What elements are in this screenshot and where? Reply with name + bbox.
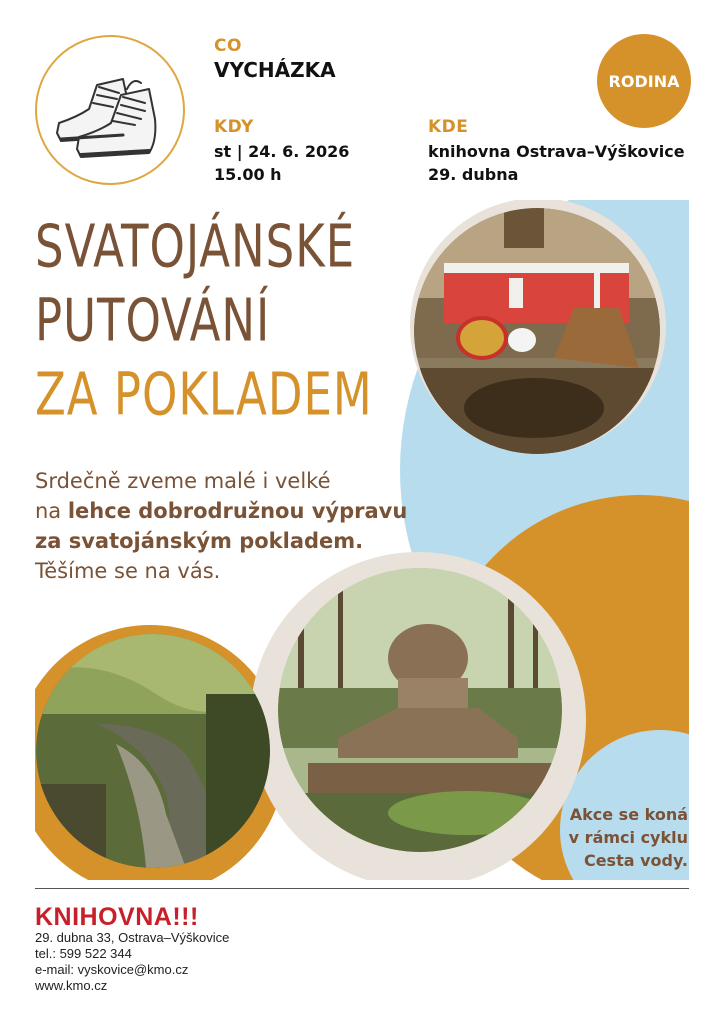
intro-line-3 bbox=[35, 526, 465, 556]
photo-wooden-troll bbox=[278, 568, 562, 852]
co-value: VYCHÁZKA bbox=[214, 58, 336, 82]
co-label: CO bbox=[214, 36, 242, 56]
footer-contact bbox=[35, 930, 229, 994]
kdy-label: KDY bbox=[214, 117, 254, 137]
title-line-2: PUTOVÁNÍ bbox=[35, 286, 271, 355]
hiking-boots-icon bbox=[37, 37, 183, 183]
photo-treasure-chest bbox=[414, 208, 660, 454]
kde-place: knihovna Ostrava–Výškovice bbox=[428, 142, 685, 161]
kde-street: 29. dubna bbox=[428, 165, 519, 184]
title-line-1: SVATOJÁNSKÉ bbox=[35, 212, 356, 281]
category-badge: RODINA bbox=[597, 34, 691, 128]
cycle-note-line-3: Cesta vody. bbox=[583, 851, 688, 870]
intro-line-1: Srdečně zveme malé i velké bbox=[35, 469, 331, 493]
kde-label: KDE bbox=[428, 117, 469, 137]
cycle-note bbox=[540, 803, 688, 872]
footer-divider bbox=[35, 888, 689, 889]
cycle-note-line-2: v rámci cyklu bbox=[568, 828, 688, 847]
intro-line-2-bold: lehce dobrodružnou výpravu bbox=[67, 499, 408, 523]
photo-stream bbox=[36, 634, 270, 868]
cycle-note-line-1: Akce se koná bbox=[569, 805, 688, 824]
footer-address: 29. dubna 33, Ostrava–Výškovice bbox=[35, 930, 230, 945]
intro-line-2 bbox=[35, 496, 465, 526]
intro-text bbox=[35, 466, 465, 586]
intro-line-2-prefix: na bbox=[35, 499, 68, 523]
footer-web[interactable]: www.kmo.cz bbox=[35, 978, 108, 993]
boots-icon-circle bbox=[35, 35, 185, 185]
intro-line-4: Těšíme se na vás. bbox=[35, 559, 221, 583]
footer-phone: tel.: 599 522 344 bbox=[35, 946, 132, 961]
kdy-date: st | 24. 6. 2026 bbox=[214, 142, 350, 161]
footer-email[interactable]: e-mail: vyskovice@kmo.cz bbox=[35, 962, 189, 977]
kdy-time: 15.00 h bbox=[214, 165, 282, 184]
intro-line-3-bold: za svatojánským pokladem. bbox=[35, 529, 364, 553]
title-line-3: ZA POKLADEM bbox=[35, 360, 373, 429]
library-logo: KNIHOVNA!!! bbox=[35, 903, 199, 931]
